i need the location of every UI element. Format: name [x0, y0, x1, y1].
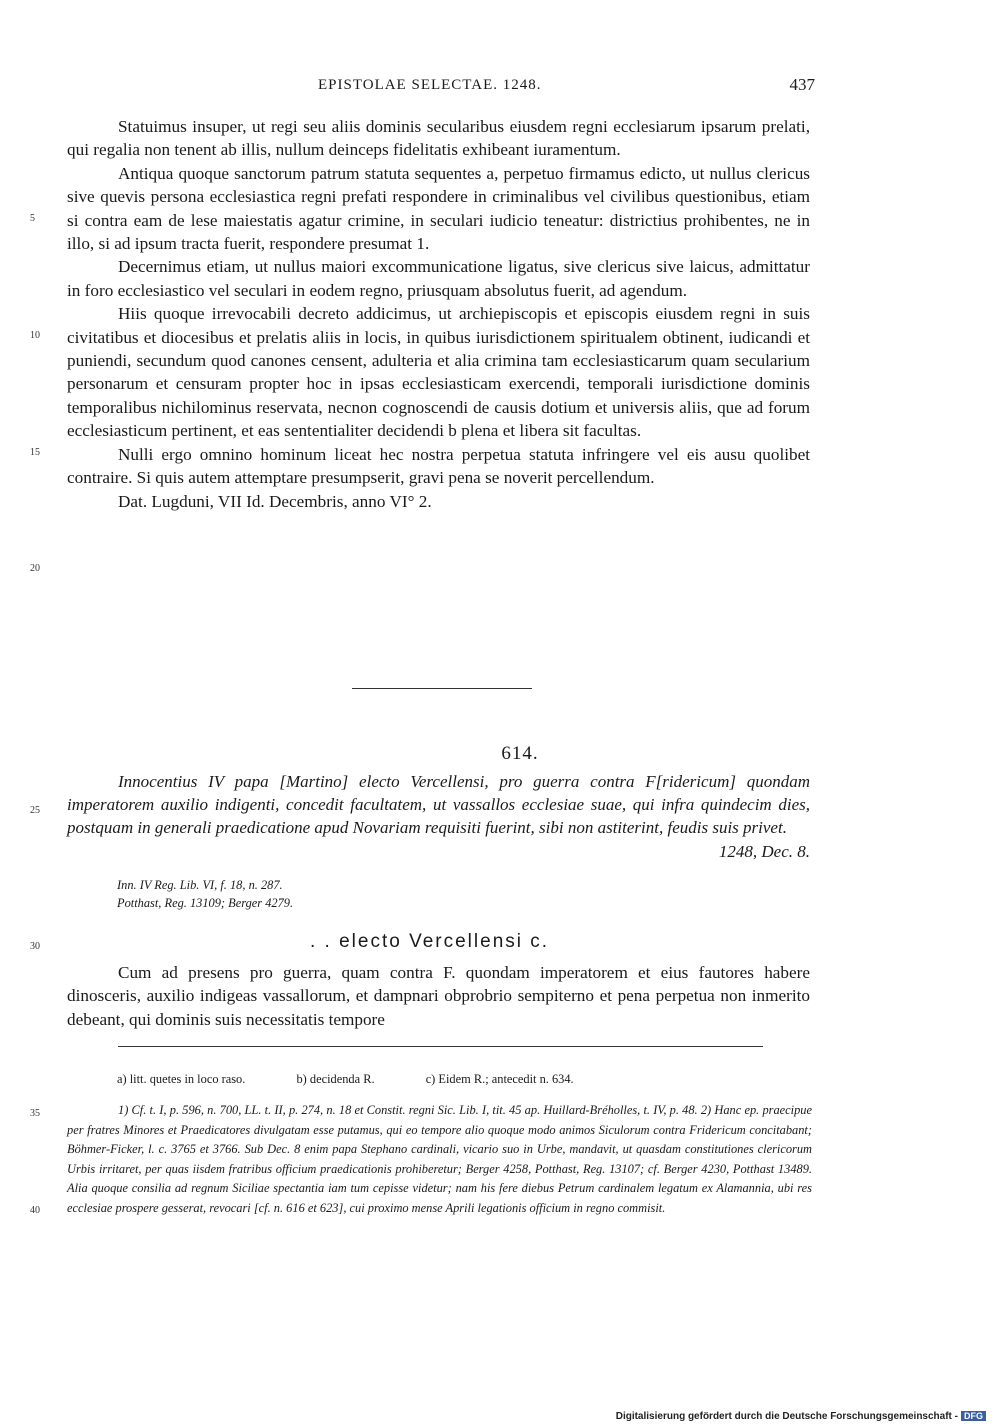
textual-note: a) litt. quetes in loco raso. [117, 1072, 246, 1086]
paragraph: Nulli ergo omnino hominum liceat hec nostra perpetua statuta infringere vel eis ausu quolibet contraire. Si quis autem attemptare presumpserit, gravi pena se noverit percellendum. [67, 444, 810, 488]
paragraph: Statuimus insuper, ut regi seu aliis dominis secularibus eiusdem regni ecclesiarum ipsarum prelati, qui regalia non tenent ab illis, nullum deinceps fidelitatis exhibeant iuramentum. [67, 117, 810, 160]
commentary-notes: 1) Cf. t. I, p. 596, n. 700, LL. t. II, p. 274, n. 18 et Constit. regni Sic. Lib. I, tit. 45 ap. Huillard-Bréholles, t. IV, p. 48. 2) Hanc ep. praecipue per fratres Minores et Praedicatores divulgatam esse putamus, qui eo tempore alio quoque modo animos Siculorum contra Fridericum concitabant; Böhmer-Ficker, l. c. 3765 et 3766. Sub Dec. 8 enim papa Stephano cardinali, vicario suo in Urbe, mandavit, ut quasdam constitutiones clericorum Urbis irritaret, per quas iisdem fratribus officium praedicationis prohiberetur; Berger 4258, Potthast, Reg. 13107; cf. Berger 4230, Potthast 13489. Alia quoque consilia ad regnum Siciliae spectantia iam tum cepisse videtur; nam his fere diebus Petrum cardinalem legatum ex Alamannia, ubi res ecclesiae prospere gesserat, revocari [cf. n. 616 et 623], cui proximo mense Aprili legationis officium in regno commisit. [67, 1103, 812, 1215]
document-number: 614. [501, 743, 539, 764]
regest-date: 1248, Dec. 8. [718, 841, 810, 861]
letter-body [67, 961, 810, 1031]
sources [117, 876, 293, 912]
line-number: 20 [30, 563, 40, 574]
addressee: . . electo Vercellensi c. [310, 931, 550, 952]
source-line: Inn. IV Reg. Lib. VI, f. 18, n. 287. [117, 878, 283, 892]
dfg-logo: DFG [961, 1411, 986, 1421]
regest [67, 770, 810, 863]
running-title: EPISTOLAE SELECTAE. 1248. [318, 77, 542, 93]
line-number: 40 [30, 1205, 40, 1216]
source-line: Potthast, Reg. 13109; Berger 4279. [117, 896, 294, 910]
line-number: 30 [30, 941, 40, 952]
paragraph: Cum ad presens pro guerra, quam contra F. quondam imperatorem et eius fautores habere dinosceris, auxilio indigeas vassallorum, et dampnari obprobrio sempiterno et pena perpetua non inmerito debeant, qui dominis suis necessitatis tempore [67, 963, 810, 1029]
textual-note: c) Eidem R.; antecedit n. 634. [425, 1072, 574, 1086]
line-number: 25 [30, 805, 40, 816]
dating-clause: Dat. Lugduni, VII Id. Decembris, anno VI° 2. [118, 491, 432, 511]
line-number: 35 [30, 1108, 40, 1119]
footer-text: Digitalisierung gefördert durch die Deutsche Forschungsgemeinschaft - [615, 1411, 958, 1422]
textual-note: b) decidenda R. [296, 1072, 375, 1086]
regest-text: Innocentius IV papa [Martino] electo Vercellensi, pro guerra contra F[ridericum] quondam imperatorem auxilio indigenti, concedit facultatem, ut vassallos ecclesiae suae, qui infra quindecim dies, postquam in generali praedicatione apud Novariam requisiti fuerint, sibi non astiterint, feudis suis privet. [67, 772, 810, 838]
main-text [67, 115, 810, 513]
paragraph: Decernimus etiam, ut nullus maiori excommunicatione ligatus, sive clericus sive laicus, admittatur in foro ecclesiastico vel seculari in eodem regno, priusquam absolutus fuerit, ad agendum. [67, 257, 810, 300]
section-separator [352, 688, 532, 689]
page-number: 437 [789, 75, 815, 94]
line-number: 15 [30, 447, 40, 458]
paragraph: Hiis quoque irrevocabili decreto addicimus, ut archiepiscopis et episcopis eiusdem regni in suis civitatibus et diocesibus et prelatis aliis in locis, in quibus iurisdictionem spiritualem obtinent, iudicandi et puniendi, secundum quod canones censent, adulteria et alia crimina tam ecclesiasticarum quam secularium personarum et censuram propter hoc in ipsas ecclesiasticam exercendi, temporali iurisdictione dominis temporalibus nichilominus reservata, necnon cognoscendi de causis dotium et universis aliis, que ad forum ecclesiasticum pertinent, et eas sententialiter decidendi b plena et libera sit facultas. [67, 304, 810, 441]
line-number: 10 [30, 330, 40, 341]
textual-notes [117, 1070, 622, 1089]
paragraph: Antiqua quoque sanctorum patrum statuta sequentes a, perpetuo firmamus edicto, ut nullus clericus sive quevis persona ecclesiastica regni prefati respondere in criminalibus vel civilibus questionibus, etiam si contra eam de lese maiestatis agatur crimine, in seculari iudicio teneatur: districtius prohibentes, ne in illo, si ad ipsum tracta fuerit, respondere presumat 1. [67, 163, 810, 254]
footnote-separator [118, 1046, 763, 1047]
line-number: 5 [30, 213, 35, 224]
digitization-footer [616, 1411, 986, 1422]
